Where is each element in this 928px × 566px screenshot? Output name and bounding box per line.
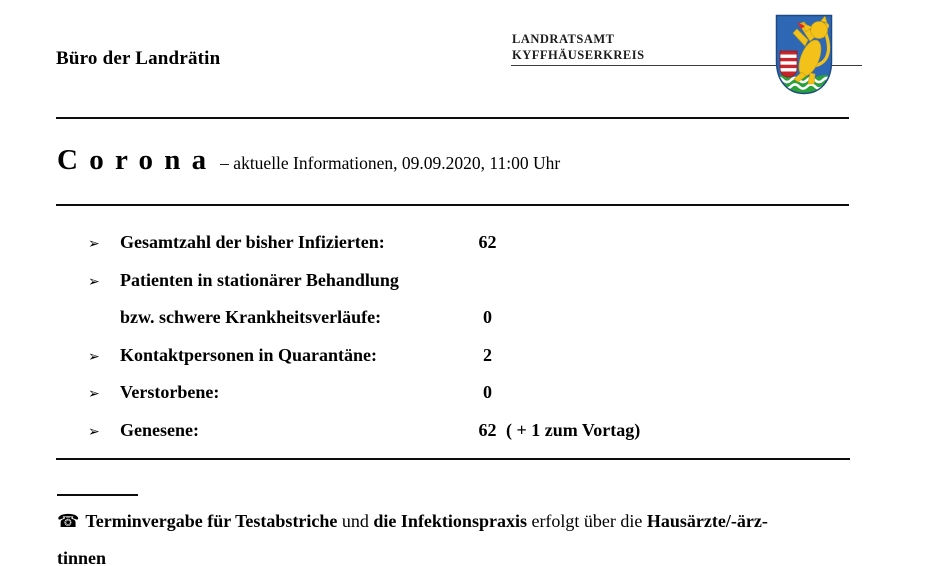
stat-value: 0 — [483, 307, 492, 328]
statistics-list — [88, 228, 878, 454]
office-name: Büro der Landrätin — [56, 48, 221, 69]
divider-bottom — [56, 458, 850, 460]
footer-line1-text: Terminvergabe für Testabstriche und die Infektionspraxis erfolgt über die Hausärzte/-ärz- — [85, 511, 768, 531]
phone-icon: ☎ — [57, 511, 80, 532]
arrow-bullet-icon: ➢ — [88, 423, 100, 440]
stat-note: ( + 1 zum Vortag) — [506, 419, 641, 440]
stat-label: Gesamtzahl der bisher Infizierten: — [120, 232, 385, 252]
stat-label: Patienten in stationärer Behandlung — [120, 269, 399, 290]
stat-label: Verstorbene: — [120, 382, 220, 403]
divider-under-title — [56, 204, 849, 206]
footer-line2 — [57, 540, 887, 566]
arrow-bullet-icon: ➢ — [88, 273, 100, 290]
title-corona: C o r o n a — [57, 144, 209, 176]
stat-row-infected — [88, 228, 878, 266]
authority-name — [512, 32, 645, 63]
footer-note — [57, 503, 887, 566]
arrow-bullet-icon: ➢ — [88, 236, 100, 252]
footnote-rule — [57, 494, 138, 496]
stat-row-hospital-line2 — [88, 303, 878, 341]
authority-line1: LANDRATSAMT — [512, 32, 615, 46]
arrow-bullet-icon: ➢ — [88, 386, 100, 403]
stat-label: Genesene: — [120, 419, 199, 440]
stat-value: 62 — [478, 419, 497, 440]
authority-line2: KYFFHÄUSERKREIS — [512, 47, 645, 62]
stat-value: 2 — [483, 344, 492, 365]
stat-label: Kontaktpersonen in Quarantäne: — [120, 344, 378, 365]
crest-icon — [775, 14, 833, 95]
footer-line1 — [57, 503, 887, 540]
stat-row-hospital-line1 — [88, 266, 878, 304]
stat-label: bzw. schwere Krankheitsverläufe: — [120, 307, 382, 328]
arrow-bullet-icon: ➢ — [88, 348, 100, 365]
stat-value: 0 — [483, 382, 492, 403]
stat-row-deceased — [88, 378, 878, 416]
stat-value: 62 — [478, 232, 497, 252]
coat-of-arms-kyffhaeuserkreis — [775, 14, 833, 95]
stat-row-recovered — [88, 416, 878, 454]
document-title — [57, 144, 560, 177]
footer-line2-text: tinnen — [57, 548, 107, 566]
title-subtitle: – aktuelle Informationen, 09.09.2020, 11:00 Uhr — [220, 153, 561, 173]
stat-row-quarantine — [88, 341, 878, 379]
divider-top — [56, 117, 849, 119]
